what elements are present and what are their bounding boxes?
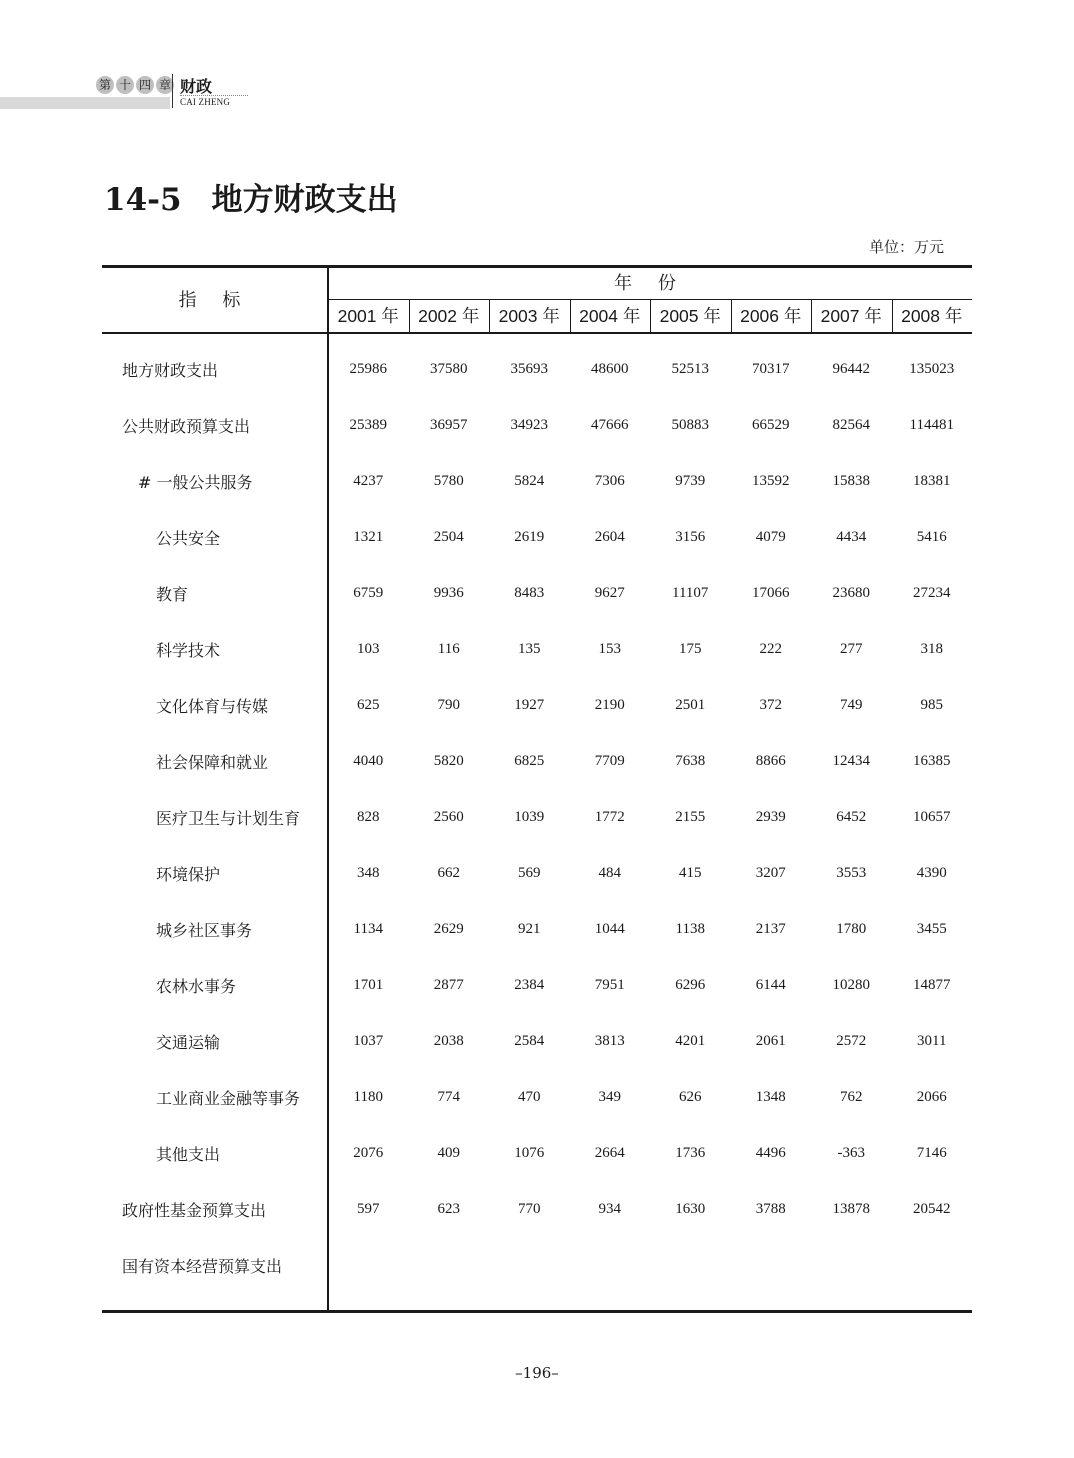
table-cell: 5824 — [514, 472, 545, 489]
row-label: 公共安全 — [156, 528, 221, 548]
table-cell: 470 — [518, 1088, 541, 1105]
table-row — [102, 1069, 972, 1125]
table-row — [102, 341, 972, 397]
table-cell: 175 — [679, 640, 702, 657]
table-cell: 2066 — [916, 1088, 947, 1105]
table-cell: 2664 — [594, 1144, 625, 1161]
table-cell: 349 — [598, 1088, 621, 1105]
row-label: 科学技术 — [156, 640, 221, 660]
table-cell: 9739 — [675, 472, 706, 489]
year-group-header: 年 份 — [614, 273, 686, 294]
table-cell: 4079 — [755, 528, 786, 545]
table-cell: 774 — [437, 1088, 460, 1105]
table-cell: 625 — [357, 696, 380, 713]
table-cell: 153 — [598, 640, 621, 657]
table-cell: 662 — [437, 864, 460, 881]
table-row — [102, 677, 972, 733]
table-cell: 116 — [437, 640, 460, 657]
year-header: 2003 年 — [498, 306, 560, 326]
table-row — [102, 509, 972, 565]
table-cell: 222 — [759, 640, 782, 657]
table-title-text: 地方财政支出 — [211, 182, 398, 218]
table-cell: 2619 — [514, 528, 545, 545]
table-cell: 50883 — [671, 416, 709, 433]
table-cell: 762 — [840, 1088, 863, 1105]
table-body — [102, 341, 972, 1293]
table-cell: 3553 — [836, 864, 867, 881]
table-cell: 2076 — [353, 1144, 384, 1161]
year-header-row — [328, 300, 972, 332]
table-cell: 6825 — [514, 752, 545, 769]
table-cell: 1039 — [514, 808, 545, 825]
table-cell: 1701 — [353, 976, 384, 993]
table-cell: 749 — [840, 696, 863, 713]
table-row — [102, 453, 972, 509]
table-cell: 2572 — [836, 1032, 867, 1049]
table-cell: 25389 — [349, 416, 387, 433]
row-label: 教育 — [156, 584, 189, 604]
table-row — [102, 789, 972, 845]
table-cell: 7951 — [594, 976, 625, 993]
table-cell: 9936 — [433, 584, 464, 601]
table-header-rule — [102, 332, 972, 334]
row-label: 农林水事务 — [156, 976, 237, 996]
table-cell: 2061 — [755, 1032, 786, 1049]
table-row — [102, 901, 972, 957]
chapter-char: 四 — [136, 76, 154, 94]
table-cell: 2038 — [433, 1032, 464, 1049]
table-cell: 623 — [437, 1200, 460, 1217]
table-cell: 14877 — [913, 976, 951, 993]
table-title — [104, 174, 398, 219]
table-cell: 4496 — [755, 1144, 786, 1161]
table-cell: 626 — [679, 1088, 702, 1105]
table-cell: 9627 — [594, 584, 625, 601]
table-cell: 1927 — [514, 696, 545, 713]
table-cell: 2137 — [755, 920, 786, 937]
table-cell: 2504 — [433, 528, 464, 545]
header-dotted-line — [180, 95, 248, 96]
table-cell: 1180 — [353, 1088, 383, 1105]
table-row — [102, 733, 972, 789]
table-cell: 2155 — [675, 808, 706, 825]
table-cell: 35693 — [510, 360, 548, 377]
row-label: 工业商业金融等事务 — [156, 1088, 301, 1108]
row-label: 医疗卫生与计划生育 — [156, 808, 301, 828]
table-cell: 135023 — [909, 360, 955, 377]
table-cell: 1772 — [594, 808, 625, 825]
year-header: 2007 年 — [820, 306, 882, 326]
year-header: 2001 年 — [337, 306, 399, 326]
table-cell: 348 — [357, 864, 380, 881]
table-cell: 135 — [518, 640, 541, 657]
table-cell: 3156 — [675, 528, 706, 545]
table-cell: 2501 — [675, 696, 706, 713]
table-number: 14-5 — [104, 182, 182, 218]
table-cell: 10280 — [832, 976, 870, 993]
year-header: 2004 年 — [579, 306, 641, 326]
table-row — [102, 621, 972, 677]
table-cell: 2877 — [433, 976, 464, 993]
table-cell: 1630 — [675, 1200, 706, 1217]
table-cell: 25986 — [349, 360, 387, 377]
table-cell: 1138 — [675, 920, 705, 937]
page-number: –196– — [515, 1364, 559, 1382]
table-cell: 415 — [679, 864, 702, 881]
table-cell: 5780 — [433, 472, 464, 489]
year-header: 2006 年 — [740, 306, 802, 326]
table-cell: 36957 — [430, 416, 468, 433]
chapter-badge — [96, 76, 174, 94]
table-cell: 4434 — [836, 528, 867, 545]
table-cell: 4040 — [353, 752, 384, 769]
row-label: 城乡社区事务 — [156, 920, 253, 940]
table-row — [102, 397, 972, 453]
table-cell: 13592 — [752, 472, 790, 489]
table-cell: 1037 — [353, 1032, 384, 1049]
table-cell: 921 — [518, 920, 541, 937]
table-cell: 770 — [518, 1200, 541, 1217]
table-cell: 1044 — [594, 920, 625, 937]
table-cell: 48600 — [591, 360, 629, 377]
table-cell: 34923 — [510, 416, 548, 433]
header-divider — [172, 74, 173, 108]
chapter-char: 第 — [96, 76, 114, 94]
table-cell: 790 — [437, 696, 460, 713]
table-row — [102, 565, 972, 621]
table-cell: 2604 — [594, 528, 625, 545]
table-cell: 569 — [518, 864, 541, 881]
table-cell: 11107 — [672, 584, 709, 601]
table-cell: 13878 — [832, 1200, 870, 1217]
table-cell: 484 — [598, 864, 621, 881]
table-cell: 17066 — [752, 584, 790, 601]
table-row — [102, 1125, 972, 1181]
table-row — [102, 957, 972, 1013]
table-cell: 3455 — [916, 920, 947, 937]
table-cell: 82564 — [832, 416, 870, 433]
year-header: 2002 年 — [418, 306, 480, 326]
header-gray-bar — [0, 97, 170, 109]
chapter-char: 十 — [116, 76, 134, 94]
table-cell: 2384 — [514, 976, 545, 993]
header-subtitle: CAI ZHENG — [180, 97, 231, 107]
table-cell: 7638 — [675, 752, 706, 769]
table-cell: 2584 — [514, 1032, 545, 1049]
table-cell: 12434 — [832, 752, 870, 769]
table-cell: 8866 — [755, 752, 786, 769]
table-cell: 1134 — [353, 920, 383, 937]
row-label: 其他支出 — [156, 1144, 221, 1164]
table-cell: 2629 — [433, 920, 464, 937]
table-cell: 47666 — [591, 416, 629, 433]
chapter-char: 章 — [156, 76, 174, 94]
table-cell: 318 — [920, 640, 943, 657]
row-label: 地方财政支出 — [122, 360, 219, 380]
table-cell: 6452 — [836, 808, 867, 825]
table-cell: 3011 — [917, 1032, 947, 1049]
year-header: 2008 年 — [901, 306, 963, 326]
table-row — [102, 1237, 972, 1293]
table-cell: 2939 — [755, 808, 786, 825]
table-cell: 16385 — [913, 752, 951, 769]
table-cell: 985 — [920, 696, 943, 713]
table-cell: 1076 — [514, 1144, 545, 1161]
table-cell: 3813 — [594, 1032, 625, 1049]
table-cell: 6296 — [675, 976, 706, 993]
table-cell: 2190 — [594, 696, 625, 713]
data-table — [102, 265, 972, 1314]
table-cell: 103 — [357, 640, 380, 657]
row-label: # 一般公共服务 — [138, 472, 253, 492]
table-cell: 66529 — [752, 416, 790, 433]
table-cell: 6759 — [353, 584, 384, 601]
table-cell: 7306 — [594, 472, 625, 489]
table-cell: 1348 — [755, 1088, 786, 1105]
table-cell: 5416 — [916, 528, 947, 545]
table-cell: 18381 — [913, 472, 951, 489]
table-cell: 27234 — [913, 584, 951, 601]
table-cell: 277 — [840, 640, 863, 657]
header-title: 财政 — [180, 77, 213, 96]
table-cell: 15838 — [832, 472, 870, 489]
row-label: 政府性基金预算支出 — [122, 1200, 267, 1220]
table-cell: 6144 — [755, 976, 786, 993]
table-cell: 5820 — [433, 752, 464, 769]
table-cell: 37580 — [430, 360, 468, 377]
table-cell: 1780 — [836, 920, 867, 937]
row-label: 交通运输 — [156, 1032, 221, 1052]
table-cell: 7709 — [594, 752, 625, 769]
table-row — [102, 845, 972, 901]
table-cell: 372 — [759, 696, 782, 713]
table-row — [102, 1013, 972, 1069]
table-cell: 114481 — [909, 416, 954, 433]
table-cell: 8483 — [514, 584, 545, 601]
table-cell: 1736 — [675, 1144, 706, 1161]
table-cell: -363 — [837, 1144, 865, 1161]
table-cell: 597 — [357, 1200, 380, 1217]
table-cell: 70317 — [752, 360, 790, 377]
table-cell: 7146 — [916, 1144, 947, 1161]
row-label: 文化体育与传媒 — [156, 696, 269, 716]
table-cell: 96442 — [832, 360, 870, 377]
table-cell: 2560 — [433, 808, 464, 825]
table-cell: 828 — [357, 808, 380, 825]
table-cell: 4237 — [353, 472, 384, 489]
table-cell: 3788 — [755, 1200, 786, 1217]
table-cell: 52513 — [671, 360, 709, 377]
row-label: 公共财政预算支出 — [122, 416, 251, 436]
table-cell: 409 — [437, 1144, 460, 1161]
table-cell: 3207 — [755, 864, 786, 881]
row-label: 社会保障和就业 — [156, 752, 269, 772]
table-cell: 4201 — [675, 1032, 706, 1049]
year-header: 2005 年 — [659, 306, 721, 326]
table-cell: 934 — [598, 1200, 621, 1217]
table-cell: 1321 — [353, 528, 384, 545]
row-label: 环境保护 — [156, 864, 221, 884]
table-cell: 20542 — [913, 1200, 951, 1217]
unit-label: 单位：万元 — [868, 238, 944, 256]
stub-header: 指 标 — [178, 289, 251, 311]
table-cell: 10657 — [913, 808, 951, 825]
table-bottom-rule — [102, 1310, 972, 1313]
table-row — [102, 1181, 972, 1237]
table-cell: 4390 — [916, 864, 947, 881]
table-cell: 23680 — [832, 584, 870, 601]
row-label: 国有资本经营预算支出 — [122, 1256, 283, 1276]
